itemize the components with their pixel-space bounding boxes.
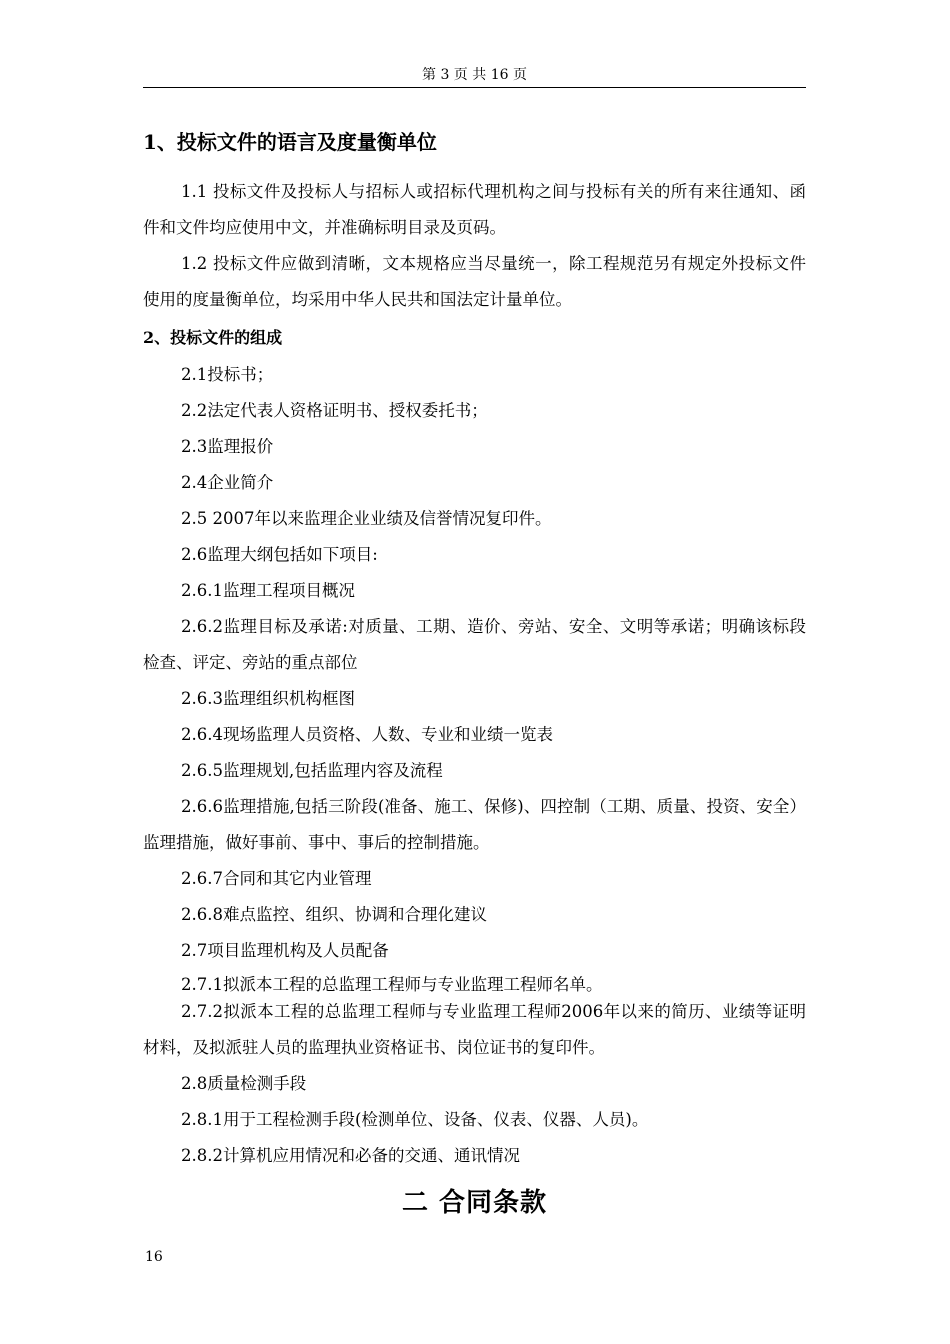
item-2-8-2: 2.8.2计算机应用情况和必备的交通、通讯情况 [181,1146,520,1165]
paragraph-1-2: 1.2 投标文件应做到清晰，文本规格应当尽量统一，除工程规范另有规定外投标文件使用的度量衡单位，均采用中华人民共和国法定计量单位。 [143,254,806,309]
header-divider [143,87,806,88]
item-2-6-5: 2.6.5监理规划,包括监理内容及流程 [181,761,443,780]
page-header: 第 3 页 共 16 页 [422,67,527,83]
section-1-heading: 1、投标文件的语言及度量衡单位 [143,130,437,154]
item-2-7-1: 2.7.1拟派本工程的总监理工程师与专业监理工程师名单。 [181,975,603,994]
item-2-6-2: 2.6.2监理目标及承诺:对质量、工期、造价、旁站、安全、文明等承诺；明确该标段检查、评定、旁站的重点部位 [143,617,806,672]
item-2-6-8: 2.6.8难点监控、组织、协调和合理化建议 [181,905,487,924]
paragraph-1-1: 1.1 投标文件及投标人与招标人或招标代理机构之间与投标有关的所有来往通知、函件和文件均应使用中文，并准确标明目录及页码。 [143,182,806,237]
item-2-8-1: 2.8.1用于工程检测手段(检测单位、设备、仪表、仪器、人员)。 [181,1110,649,1129]
item-2-7-2: 2.7.2拟派本工程的总监理工程师与专业监理工程师2006年以来的简历、业绩等证明材料，及拟派驻人员的监理执业资格证书、岗位证书的复印件。 [143,1002,806,1057]
item-2-6-7: 2.6.7合同和其它内业管理 [181,869,372,888]
item-2-2: 2.2法定代表人资格证明书、授权委托书； [181,401,488,420]
item-2-6-3: 2.6.3监理组织机构框图 [181,689,355,708]
item-2-3: 2.3监理报价 [181,437,274,456]
chapter-2-title: 二 合同条款 [401,1188,548,1218]
item-2-6: 2.6监理大纲包括如下项目: [181,545,378,564]
page-number: 16 [145,1249,163,1265]
item-2-1: 2.1投标书； [181,365,274,384]
item-2-5: 2.5 2007年以来监理企业业绩及信誉情况复印件。 [181,509,552,528]
item-2-6-6: 2.6.6监理措施,包括三阶段(准备、施工、保修)、四控制（工期、质量、投资、安全）监理措施，做好事前、事中、事后的控制措施。 [143,797,806,852]
item-2-6-4: 2.6.4现场监理人员资格、人数、专业和业绩一览表 [181,725,553,744]
item-2-7: 2.7项目监理机构及人员配备 [181,941,389,960]
item-2-6-1: 2.6.1监理工程项目概况 [181,581,355,600]
item-2-4: 2.4企业简介 [181,473,274,492]
item-2-8: 2.8质量检测手段 [181,1074,307,1093]
section-2-heading: 2、投标文件的组成 [143,328,283,347]
